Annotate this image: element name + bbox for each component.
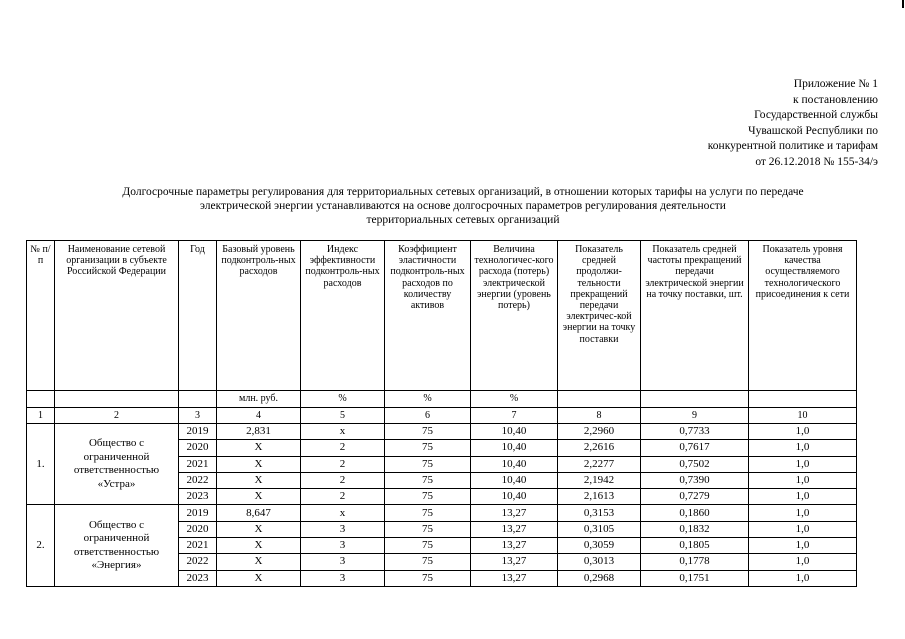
data-cell: Х xyxy=(217,570,301,586)
column-number: 10 xyxy=(749,408,857,424)
scan-edge-mark xyxy=(902,0,904,8)
data-cell: 2 xyxy=(301,472,385,488)
data-cell: 0,1778 xyxy=(641,554,749,570)
header-row xyxy=(27,241,857,391)
document-title xyxy=(40,185,886,228)
data-cell: 2021 xyxy=(179,456,217,472)
data-cell: 1,0 xyxy=(749,456,857,472)
title-line: электрической энергии устанавливаются на основе долгосрочных параметров регулирования деятельности xyxy=(200,200,726,213)
data-cell: 10,40 xyxy=(471,472,558,488)
organization-name: Общество с ограниченной ответственностью «Энергия» xyxy=(55,505,179,586)
column-numbers-row xyxy=(27,408,857,424)
header-cell: Наименование сетевой организации в субъекте Российской Федерации xyxy=(55,241,179,391)
data-cell: Х xyxy=(217,440,301,456)
units-row xyxy=(27,391,857,408)
appendix-line: Государственной службы xyxy=(754,109,878,122)
header-cell: Показатель средней продолжи-тельности прекращений передачи электричес-кой энергии на точку поставки xyxy=(558,241,641,391)
data-cell: 2020 xyxy=(179,440,217,456)
unit-cell xyxy=(27,391,55,408)
data-cell: 10,40 xyxy=(471,424,558,440)
data-cell: 0,1832 xyxy=(641,521,749,537)
data-cell: 0,1860 xyxy=(641,505,749,521)
data-cell: 75 xyxy=(385,472,471,488)
data-cell: 1,0 xyxy=(749,440,857,456)
data-cell: 1,0 xyxy=(749,505,857,521)
table-row xyxy=(27,424,857,440)
data-cell: 75 xyxy=(385,489,471,505)
header-cell: № п/п xyxy=(27,241,55,391)
data-cell: 0,3013 xyxy=(558,554,641,570)
data-cell: 0,7390 xyxy=(641,472,749,488)
row-index: 2. xyxy=(27,505,55,586)
column-number: 9 xyxy=(641,408,749,424)
data-cell: 1,0 xyxy=(749,424,857,440)
parameters-table xyxy=(26,240,857,587)
column-number: 7 xyxy=(471,408,558,424)
table-row xyxy=(27,505,857,521)
data-cell: 3 xyxy=(301,554,385,570)
data-cell: 75 xyxy=(385,440,471,456)
data-cell: 2,1942 xyxy=(558,472,641,488)
data-cell: 1,0 xyxy=(749,570,857,586)
data-cell: 0,1805 xyxy=(641,538,749,554)
unit-cell xyxy=(179,391,217,408)
data-cell: 0,7502 xyxy=(641,456,749,472)
data-cell: 1,0 xyxy=(749,489,857,505)
data-cell: Х xyxy=(217,456,301,472)
data-cell: 13,27 xyxy=(471,505,558,521)
data-cell: 1,0 xyxy=(749,472,857,488)
data-cell: 75 xyxy=(385,554,471,570)
column-number: 2 xyxy=(55,408,179,424)
data-cell: 13,27 xyxy=(471,570,558,586)
column-number: 6 xyxy=(385,408,471,424)
header-cell: Величина технологичес-кого расхода (потерь) электрической энергии (уровень потерь) xyxy=(471,241,558,391)
data-cell: 2020 xyxy=(179,521,217,537)
appendix-line: от 26.12.2018 № 155-34/э xyxy=(755,155,878,168)
data-cell: 2,2616 xyxy=(558,440,641,456)
data-cell: 2 xyxy=(301,440,385,456)
data-cell: 1,0 xyxy=(749,538,857,554)
table-body xyxy=(27,241,857,587)
appendix-line: Приложение № 1 xyxy=(793,78,878,90)
appendix-line: Чувашской Республики по xyxy=(748,124,878,137)
data-cell: 75 xyxy=(385,570,471,586)
data-cell: 0,1751 xyxy=(641,570,749,586)
appendix-reference xyxy=(708,77,878,171)
data-cell: 3 xyxy=(301,570,385,586)
data-cell: 0,7733 xyxy=(641,424,749,440)
data-cell: 2,1613 xyxy=(558,489,641,505)
data-cell: х xyxy=(301,505,385,521)
data-cell: 10,40 xyxy=(471,440,558,456)
data-cell: 1,0 xyxy=(749,521,857,537)
title-line: территориальных сетевых организаций xyxy=(366,214,560,227)
data-cell: 10,40 xyxy=(471,489,558,505)
header-cell: Показатель средней частоты прекращений передачи электрической энергии на точку поставки, шт. xyxy=(641,241,749,391)
column-number: 8 xyxy=(558,408,641,424)
data-cell: 13,27 xyxy=(471,554,558,570)
unit-cell: % xyxy=(471,391,558,408)
data-cell: 0,7279 xyxy=(641,489,749,505)
data-cell: 0,3105 xyxy=(558,521,641,537)
unit-cell xyxy=(749,391,857,408)
data-cell: х xyxy=(301,424,385,440)
data-cell: 0,3059 xyxy=(558,538,641,554)
column-number: 1 xyxy=(27,408,55,424)
header-cell: Показатель уровня качества осуществляемого технологического присоединения к сети xyxy=(749,241,857,391)
column-number: 4 xyxy=(217,408,301,424)
unit-cell xyxy=(558,391,641,408)
data-cell: 2,831 xyxy=(217,424,301,440)
data-cell: 2 xyxy=(301,456,385,472)
unit-cell xyxy=(641,391,749,408)
header-cell: Базовый уровень подконтроль-ных расходов xyxy=(217,241,301,391)
data-cell: Х xyxy=(217,521,301,537)
data-cell: 1,0 xyxy=(749,554,857,570)
unit-cell xyxy=(55,391,179,408)
data-cell: 75 xyxy=(385,538,471,554)
data-cell: 10,40 xyxy=(471,456,558,472)
header-cell: Год xyxy=(179,241,217,391)
column-number: 3 xyxy=(179,408,217,424)
organization-name: Общество с ограниченной ответственностью «Устра» xyxy=(55,424,179,505)
data-cell: 2023 xyxy=(179,570,217,586)
data-cell: 13,27 xyxy=(471,521,558,537)
data-cell: 2,2277 xyxy=(558,456,641,472)
unit-cell: млн. руб. xyxy=(217,391,301,408)
header-cell: Индекс эффективности подконтроль-ных расходов xyxy=(301,241,385,391)
data-cell: 2 xyxy=(301,489,385,505)
data-cell: 3 xyxy=(301,538,385,554)
data-cell: 2019 xyxy=(179,424,217,440)
data-cell: 0,3153 xyxy=(558,505,641,521)
data-cell: 2023 xyxy=(179,489,217,505)
data-cell: 2019 xyxy=(179,505,217,521)
appendix-line: к постановлению xyxy=(793,93,878,106)
appendix-line: конкурентной политике и тарифам xyxy=(707,140,878,153)
title-line: Долгосрочные параметры регулирования для территориальных сетевых организаций, в отношении которых тарифы на услуги по передаче xyxy=(122,186,804,198)
data-cell: Х xyxy=(217,489,301,505)
data-cell: 2022 xyxy=(179,554,217,570)
data-cell: 3 xyxy=(301,521,385,537)
column-number: 5 xyxy=(301,408,385,424)
header-cell: Коэффициент эластичности подконтроль-ных расходов по количеству активов xyxy=(385,241,471,391)
data-cell: 13,27 xyxy=(471,538,558,554)
data-cell: 0,7617 xyxy=(641,440,749,456)
data-cell: Х xyxy=(217,554,301,570)
unit-cell: % xyxy=(301,391,385,408)
data-cell: 0,2968 xyxy=(558,570,641,586)
data-cell: 75 xyxy=(385,521,471,537)
row-index: 1. xyxy=(27,424,55,505)
data-cell: 2,2960 xyxy=(558,424,641,440)
data-cell: Х xyxy=(217,472,301,488)
unit-cell: % xyxy=(385,391,471,408)
data-cell: 75 xyxy=(385,456,471,472)
data-cell: 8,647 xyxy=(217,505,301,521)
data-cell: 75 xyxy=(385,424,471,440)
data-cell: Х xyxy=(217,538,301,554)
data-cell: 2022 xyxy=(179,472,217,488)
data-cell: 2021 xyxy=(179,538,217,554)
data-cell: 75 xyxy=(385,505,471,521)
